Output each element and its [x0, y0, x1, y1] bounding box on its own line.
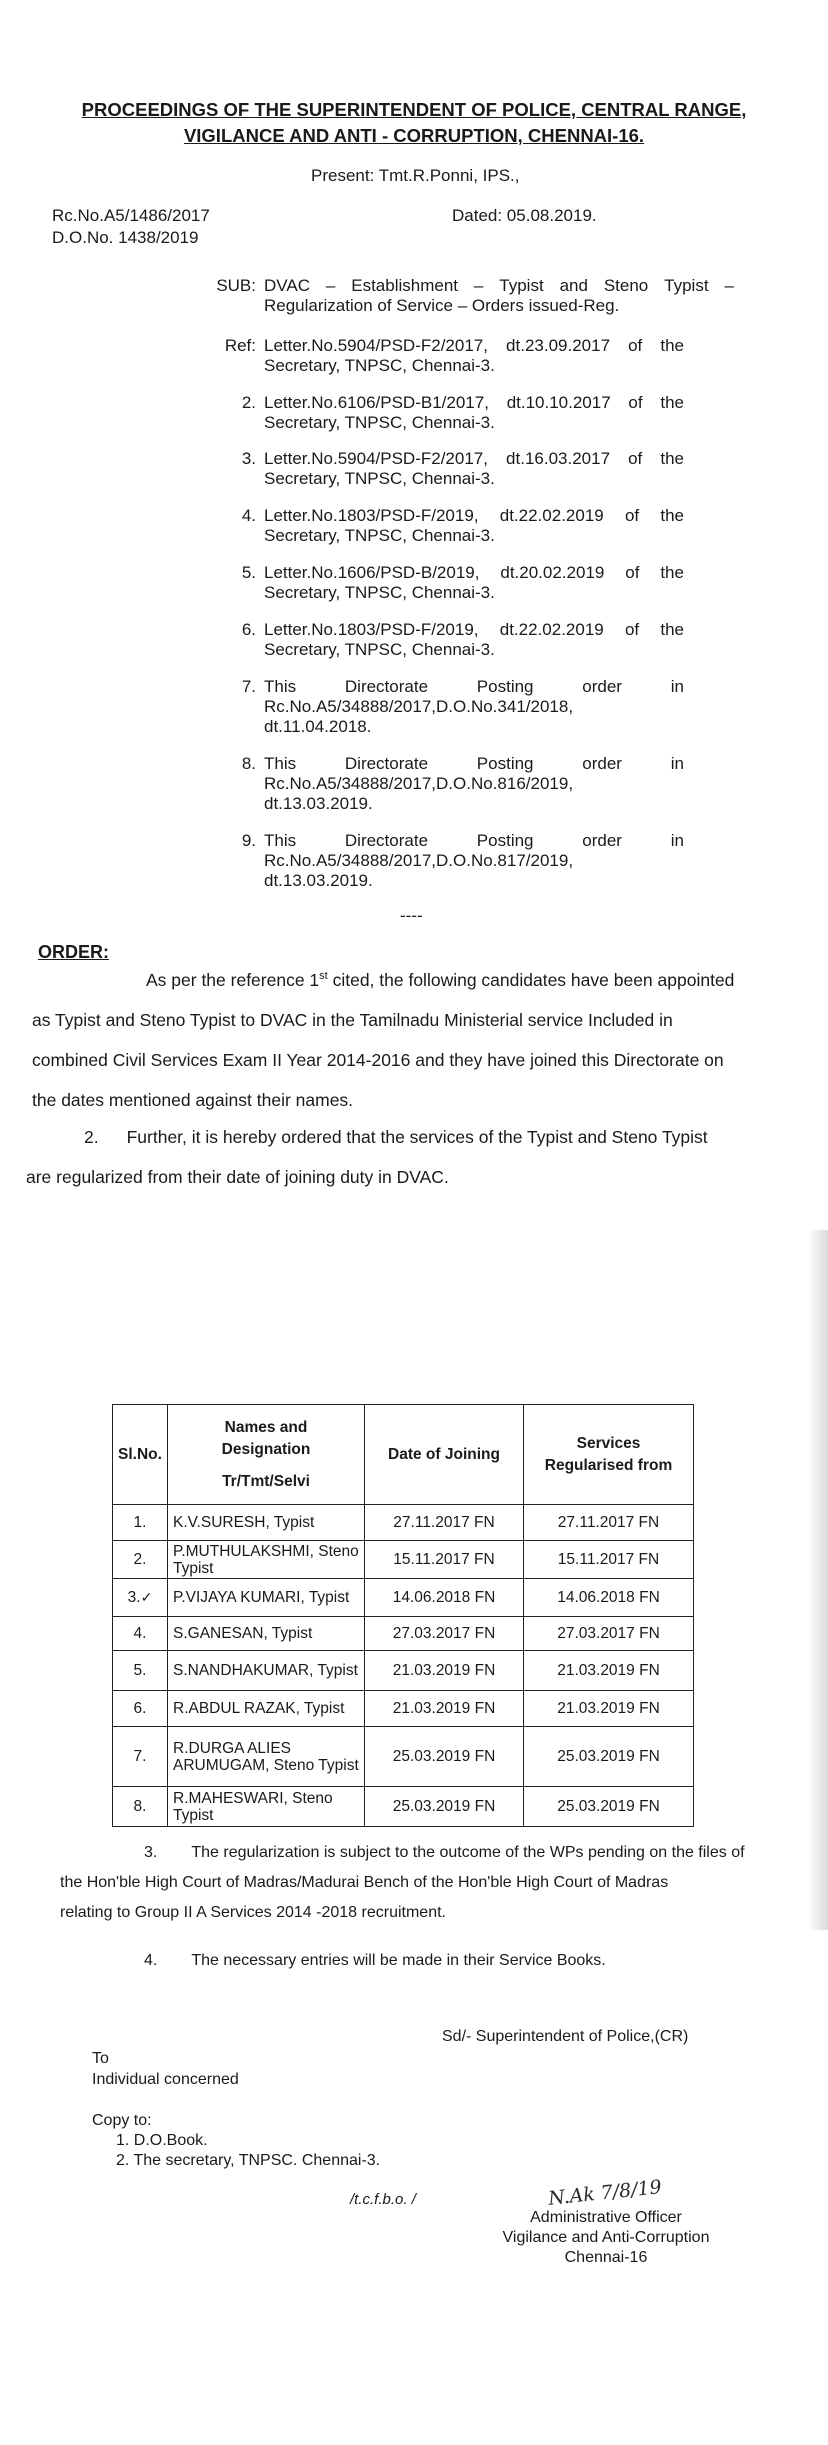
paragraph-1-line-2: as Typist and Steno Typist to DVAC in the Tamilnadu Ministerial service Included in: [32, 1009, 673, 1030]
officer-designation: Administrative Officer: [530, 2209, 682, 2226]
tcfbo-mark: /t.c.f.b.o. /: [350, 2191, 416, 2208]
paragraph-2-line-1: 2. Further, it is hereby ordered that the services of the Typist and Steno Typist: [84, 1127, 708, 1147]
dated: Dated: 05.08.2019.: [452, 206, 597, 225]
to-value: Individual concerned: [92, 2071, 239, 2088]
do-number: D.O.No. 1438/2019: [52, 228, 199, 247]
scan-edge-shadow: [808, 1230, 828, 1930]
officer-location: Chennai-16: [564, 2249, 648, 2266]
table-row: 1. K.V.SURESH, Typist 27.11.2017 FN 27.11.2017 FN: [113, 1505, 694, 1541]
table-row: 3.✓ P.VIJAYA KUMARI, Typist 14.06.2018 FN 14.06.2018 FN: [113, 1579, 694, 1617]
column-header-name: Names and Designation Tr/Tmt/Selvi: [168, 1405, 365, 1505]
column-header-regularised-from: Services Regularised from: [524, 1405, 694, 1505]
present-line: Present: Tmt.R.Ponni, IPS.,: [311, 166, 520, 185]
subject-line-2: Regularization of Service – Orders issued-Reg.: [264, 296, 620, 315]
copy-to-label: Copy to:: [92, 2112, 152, 2129]
table-row: 5. S.NANDHAKUMAR, Typist 21.03.2019 FN 21.03.2019 FN: [113, 1651, 694, 1691]
paragraph-3-line-1: 3. The regularization is subject to the outcome of the WPs pending on the files of: [144, 1844, 745, 1861]
officer-department: Vigilance and Anti-Corruption: [502, 2229, 710, 2246]
column-header-sl-no: Sl.No.: [113, 1405, 168, 1505]
copy-to-item-2: 2. The secretary, TNPSC. Chennai-3.: [116, 2152, 381, 2169]
column-header-date-of-joining: Date of Joining: [365, 1405, 524, 1505]
paragraph-3: [60, 1838, 770, 1928]
paragraph-2: [26, 1117, 788, 1197]
officer-block: [456, 2208, 756, 2268]
subject-label: SUB:: [216, 276, 256, 295]
heading-line-1: PROCEEDINGS OF THE SUPERINTENDENT OF POLICE, CENTRAL RANGE,: [81, 99, 747, 120]
reference-end-mark: ----: [400, 906, 423, 925]
appointments-table: [112, 1404, 694, 1827]
signed-by: Sd/- Superintendent of Police,(CR): [442, 2028, 689, 2045]
copy-to-item-1: 1. D.O.Book.: [116, 2132, 208, 2149]
table-header-row: [113, 1405, 694, 1505]
rc-number: Rc.No.A5/1486/2017: [52, 206, 210, 225]
paragraph-1-line-4: the dates mentioned against their names.: [32, 1089, 354, 1110]
table-row: 6. R.ABDUL RAZAK, Typist 21.03.2019 FN 21.03.2019 FN: [113, 1691, 694, 1727]
order-label: ORDER:: [38, 942, 109, 962]
table-row: 7. R.DURGA ALIES ARUMUGAM, Steno Typist 25.03.2019 FN 25.03.2019 FN: [113, 1727, 694, 1787]
paragraph-1: [32, 956, 788, 1120]
subject-line-1: DVAC – Establishment – Typist and Steno Typist –: [264, 276, 734, 295]
paragraph-3-line-2: the Hon'ble High Court of Madras/Madurai Bench of the Hon'ble High Court of Madras: [60, 1874, 669, 1891]
table-row: 4. S.GANESAN, Typist 27.03.2017 FN 27.03.2017 FN: [113, 1617, 694, 1651]
paragraph-4: 4. The necessary entries will be made in their Service Books.: [144, 1952, 606, 1969]
table-row: 8. R.MAHESWARI, Steno Typist 25.03.2019 FN 25.03.2019 FN: [113, 1787, 694, 1827]
paragraph-1-line-3: combined Civil Services Exam II Year 2014-2016 and they have joined this Directorate on: [32, 1049, 724, 1070]
heading-line-2: VIGILANCE AND ANTI - CORRUPTION, CHENNAI-16.: [183, 125, 645, 146]
table-row: 2. P.MUTHULAKSHMI, Steno Typist 15.11.2017 FN 15.11.2017 FN: [113, 1541, 694, 1579]
paragraph-3-line-3: relating to Group II A Services 2014 -2018 recruitment.: [60, 1904, 446, 1921]
paragraph-1-line-1: As per the reference 1st cited, the following candidates have been appointed: [146, 969, 735, 990]
to-label: To: [92, 2050, 109, 2067]
paragraph-2-line-2: are regularized from their date of joining duty in DVAC.: [26, 1167, 449, 1187]
handwritten-signature: N.Ak 7/8/19: [547, 2176, 663, 2210]
tick-mark-icon: ✓: [140, 1588, 153, 1605]
